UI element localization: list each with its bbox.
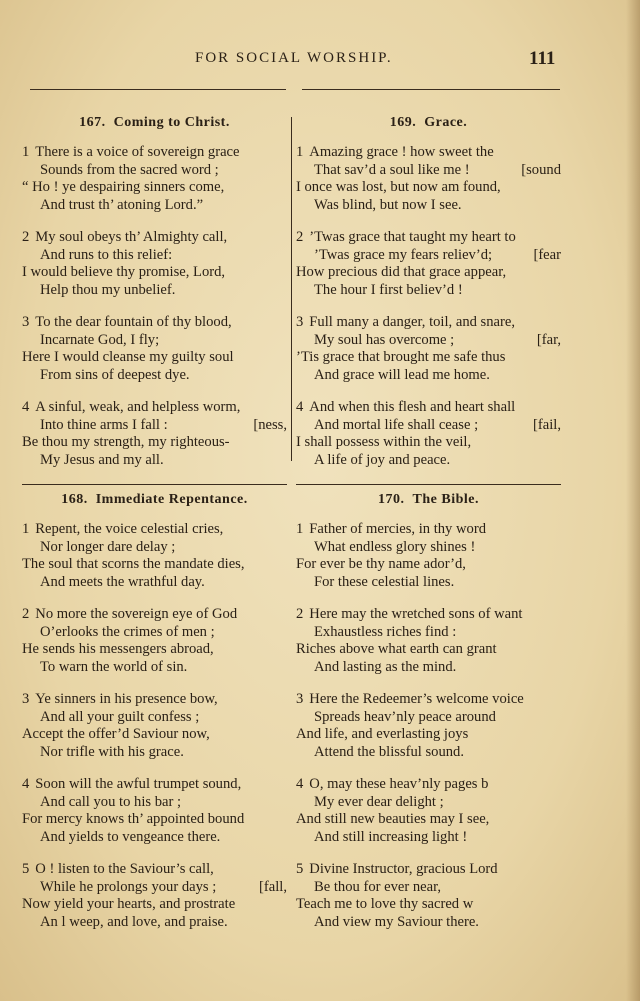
verse-line [296,914,561,932]
stanza [296,229,561,299]
stanza [22,861,287,931]
stanza-number: 2 [296,606,304,622]
stanza-number: 3 [22,691,30,707]
verse-text: Amazing grace ! how sweet the [309,144,494,160]
hymn-number: 167. [79,115,106,130]
verse-line [296,829,561,847]
stanza [22,229,287,299]
verse-line [296,574,561,592]
verse-line [296,282,561,300]
verse-text: What endless glory shines ! [314,538,476,555]
verse-text: Here I would cleanse my guilty soul [22,349,234,365]
verse-line [22,332,287,350]
verse-line [22,521,287,539]
verse-text: Help thou my unbelief. [40,281,176,298]
verse-line [22,179,287,197]
column-divider [291,117,292,461]
top-rule-left [30,89,286,90]
verse-line [296,556,561,574]
verse-text: Ye sinners in his presence bow, [35,691,218,707]
stanza-number: 2 [22,229,30,245]
stanza [22,144,287,214]
verse-line [22,452,287,470]
verse-line [22,574,287,592]
verse-line [22,744,287,762]
verse-text: And mortal life shall cease ; [314,416,479,433]
verse-line [22,794,287,812]
verse-text: My soul has overcome ; [314,331,455,348]
right-column [296,108,561,946]
verse-line [22,624,287,642]
verse-line [296,776,561,794]
verse-line [22,247,287,265]
verse-text: Riches above what earth can grant [296,641,497,657]
stanza [22,606,287,676]
verse-line [296,162,561,180]
stanza-number: 1 [22,521,30,537]
verse-text: Attend the blissful sound. [314,743,464,760]
verse-line [296,521,561,539]
verse-line [296,861,561,879]
verse-line [22,264,287,282]
verse-text: That sav’d a soul like me ! [314,161,470,178]
verse-text: Father of mercies, in thy word [309,521,486,537]
stanza [296,776,561,846]
stanza-number: 2 [296,229,304,245]
verse-line [22,314,287,332]
verse-line [22,229,287,247]
verse-text: The hour I first believ’d ! [314,281,463,298]
stanza-number: 4 [296,399,304,415]
verse-text: Nor longer dare delay ; [40,538,176,555]
verse-text: Teach me to love thy sacred w [296,896,474,912]
stanza-number: 4 [22,776,30,792]
verse-text: And trust th’ atoning Lord.” [40,196,204,213]
verse-line [296,144,561,162]
verse-line [22,829,287,847]
hymn-title [22,115,287,131]
hymn-title-text: Immediate Repentance. [95,492,248,507]
page-number: 111 [529,48,556,69]
hymn-number: 170. [378,492,405,507]
verse-text: To warn the world of sin. [40,658,188,675]
hymn-number: 168. [61,492,88,507]
verse-text: Full many a danger, toil, and snare, [309,314,515,330]
verse-text: O, may these heav’nly pages b [309,776,489,792]
verse-text: And when this flesh and heart shall [309,399,516,415]
verse-line [22,709,287,727]
verse-text: Spreads heav’nly peace around [314,708,496,725]
verse-line [296,179,561,197]
verse-line [22,349,287,367]
overflow-word: [fall, [259,878,287,895]
stanza [296,606,561,676]
verse-text: And runs to this relief: [40,246,173,263]
verse-text: He sends his messengers abroad, [22,641,214,657]
verse-line [22,417,287,435]
stanza-number: 2 [22,606,30,622]
verse-text: And all your guilt confess ; [40,708,200,725]
verse-line [296,539,561,557]
verse-text: The soul that scorns the mandate dies, [22,556,245,572]
verse-text: For these celestial lines. [314,573,455,590]
verse-text: Nor trifle with his grace. [40,743,184,760]
verse-text: Incarnate God, I fly; [40,331,160,348]
overflow-word: [fear [533,246,561,263]
stanza-number: 3 [296,314,304,330]
verse-text: Here may the wretched sons of want [309,606,523,622]
hymn-separator-rule [22,484,287,485]
verse-line [296,197,561,215]
verse-text: For ever be thy name ador’d, [296,556,466,572]
verse-line [296,314,561,332]
overflow-word: [fail, [533,416,561,433]
stanza-number: 4 [296,776,304,792]
hymn-number: 169. [389,115,417,130]
verse-text: Divine Instructor, gracious Lord [309,861,498,877]
verse-line [296,659,561,677]
verse-text: A sinful, weak, and helpless worm, [35,399,241,415]
verse-text: My ever dear delight ; [314,793,444,810]
overflow-word: [far, [536,331,561,348]
hymn-title-text: Grace. [424,115,468,130]
stanza [22,776,287,846]
hymn-title-text: The Bible. [412,492,479,507]
verse-line [22,144,287,162]
verse-text: For mercy knows th’ appointed bound [22,811,245,827]
page-edge-shadow [626,0,640,1001]
verse-line [296,264,561,282]
verse-line [296,896,561,914]
verse-text: O’erlooks the crimes of men ; [40,623,215,640]
verse-line [296,879,561,897]
verse-text: And still new beauties may I see, [296,811,490,827]
running-head: FOR SOCIAL WORSHIP. [195,50,393,66]
verse-line [22,861,287,879]
verse-line [22,659,287,677]
verse-text: And life, and everlasting joys [296,726,469,742]
verse-line [296,744,561,762]
verse-text: “ Ho ! ye despairing sinners come, [22,179,225,195]
verse-text: My soul obeys th’ Almighty call, [35,229,228,245]
verse-text: ’Twas grace my fears reliev’d; [314,246,493,263]
verse-text: Accept the offer’d Saviour now, [22,726,210,742]
hymn-title [296,115,561,131]
stanza [296,399,561,469]
verse-line [296,641,561,659]
verse-text: I once was lost, but now am found, [296,179,501,195]
verse-text: I would believe thy promise, Lord, [22,264,226,280]
verse-text: Sounds from the sacred word ; [40,161,219,178]
stanza-number: 5 [296,861,304,877]
verse-text: Into thine arms I fall : [40,416,168,433]
verse-line [22,434,287,452]
verse-text: Now yield your hearts, and prostrate [22,896,236,912]
stanza-number: 3 [22,314,30,330]
verse-line [22,539,287,557]
stanza [296,144,561,214]
verse-line [296,794,561,812]
stanza [296,521,561,591]
verse-line [22,162,287,180]
verse-line [296,229,561,247]
verse-line [296,417,561,435]
verse-text: My Jesus and my all. [40,451,164,468]
verse-line [22,556,287,574]
left-column [22,108,287,946]
verse-line [296,624,561,642]
overflow-word: [sound [521,161,561,178]
verse-line [22,896,287,914]
stanza [22,314,287,384]
verse-line [296,709,561,727]
stanza-number: 1 [22,144,30,160]
verse-text: And call you to his bar ; [40,793,182,810]
overflow-word: [ness, [253,416,287,433]
verse-text: Here the Redeemer’s welcome voice [309,691,524,707]
verse-text: Was blind, but now I see. [314,196,462,213]
verse-text: Exhaustless riches find : [314,623,457,640]
verse-text: To the dear fountain of thy blood, [35,314,232,330]
verse-text: Repent, the voice celestial cries, [35,521,224,537]
verse-line [22,606,287,624]
stanza-number: 1 [296,144,304,160]
verse-text: I shall possess within the veil, [296,434,472,450]
verse-line [22,914,287,932]
hymn-title [296,492,561,508]
hymn-separator-rule [296,484,561,485]
stanza-number: 1 [296,521,304,537]
verse-text: And still increasing light ! [314,828,468,845]
verse-text: A life of joy and peace. [314,451,451,468]
verse-text: O ! listen to the Saviour’s call, [35,861,214,877]
verse-text: ’Twas grace that taught my heart to [309,229,516,245]
verse-line [22,367,287,385]
verse-line [296,399,561,417]
verse-line [296,247,561,265]
verse-line [22,691,287,709]
hymn-title-text: Coming to Christ. [113,115,230,130]
verse-line [22,641,287,659]
verse-line [296,726,561,744]
stanza [22,399,287,469]
stanza-number: 3 [296,691,304,707]
verse-line [22,399,287,417]
stanza [22,521,287,591]
hymn-title [22,492,287,508]
verse-line [296,367,561,385]
verse-line [296,452,561,470]
stanza [296,314,561,384]
verse-line [22,879,287,897]
stanza-number: 4 [22,399,30,415]
verse-line [296,434,561,452]
verse-text: Soon will the awful trumpet sound, [35,776,242,792]
verse-text: And lasting as the mind. [314,658,457,675]
stanza [296,691,561,761]
verse-line [296,349,561,367]
stanza [296,861,561,931]
verse-text: From sins of deepest dye. [40,366,190,383]
verse-line [22,197,287,215]
verse-line [22,776,287,794]
verse-line [22,282,287,300]
verse-text: Be thou for ever near, [314,878,442,895]
verse-text: And grace will lead me home. [314,366,490,383]
top-rule-right [302,89,560,90]
verse-text: An l weep, and love, and praise. [40,913,228,930]
verse-text: No more the sovereign eye of God [35,606,238,622]
verse-line [296,691,561,709]
verse-text: ’Tis grace that brought me safe thus [296,349,506,365]
verse-text: Be thou my strength, my righteous- [22,434,230,450]
verse-line [296,332,561,350]
verse-text: While he prolongs your days ; [40,878,217,895]
verse-text: And meets the wrathful day. [40,573,205,590]
verse-line [22,811,287,829]
verse-text: How precious did that grace appear, [296,264,507,280]
verse-line [22,726,287,744]
verse-text: There is a voice of sovereign grace [35,144,240,160]
verse-line [296,811,561,829]
verse-text: And yields to vengeance there. [40,828,221,845]
stanza [22,691,287,761]
stanza-number: 5 [22,861,30,877]
verse-line [296,606,561,624]
verse-text: And view my Saviour there. [314,913,479,930]
